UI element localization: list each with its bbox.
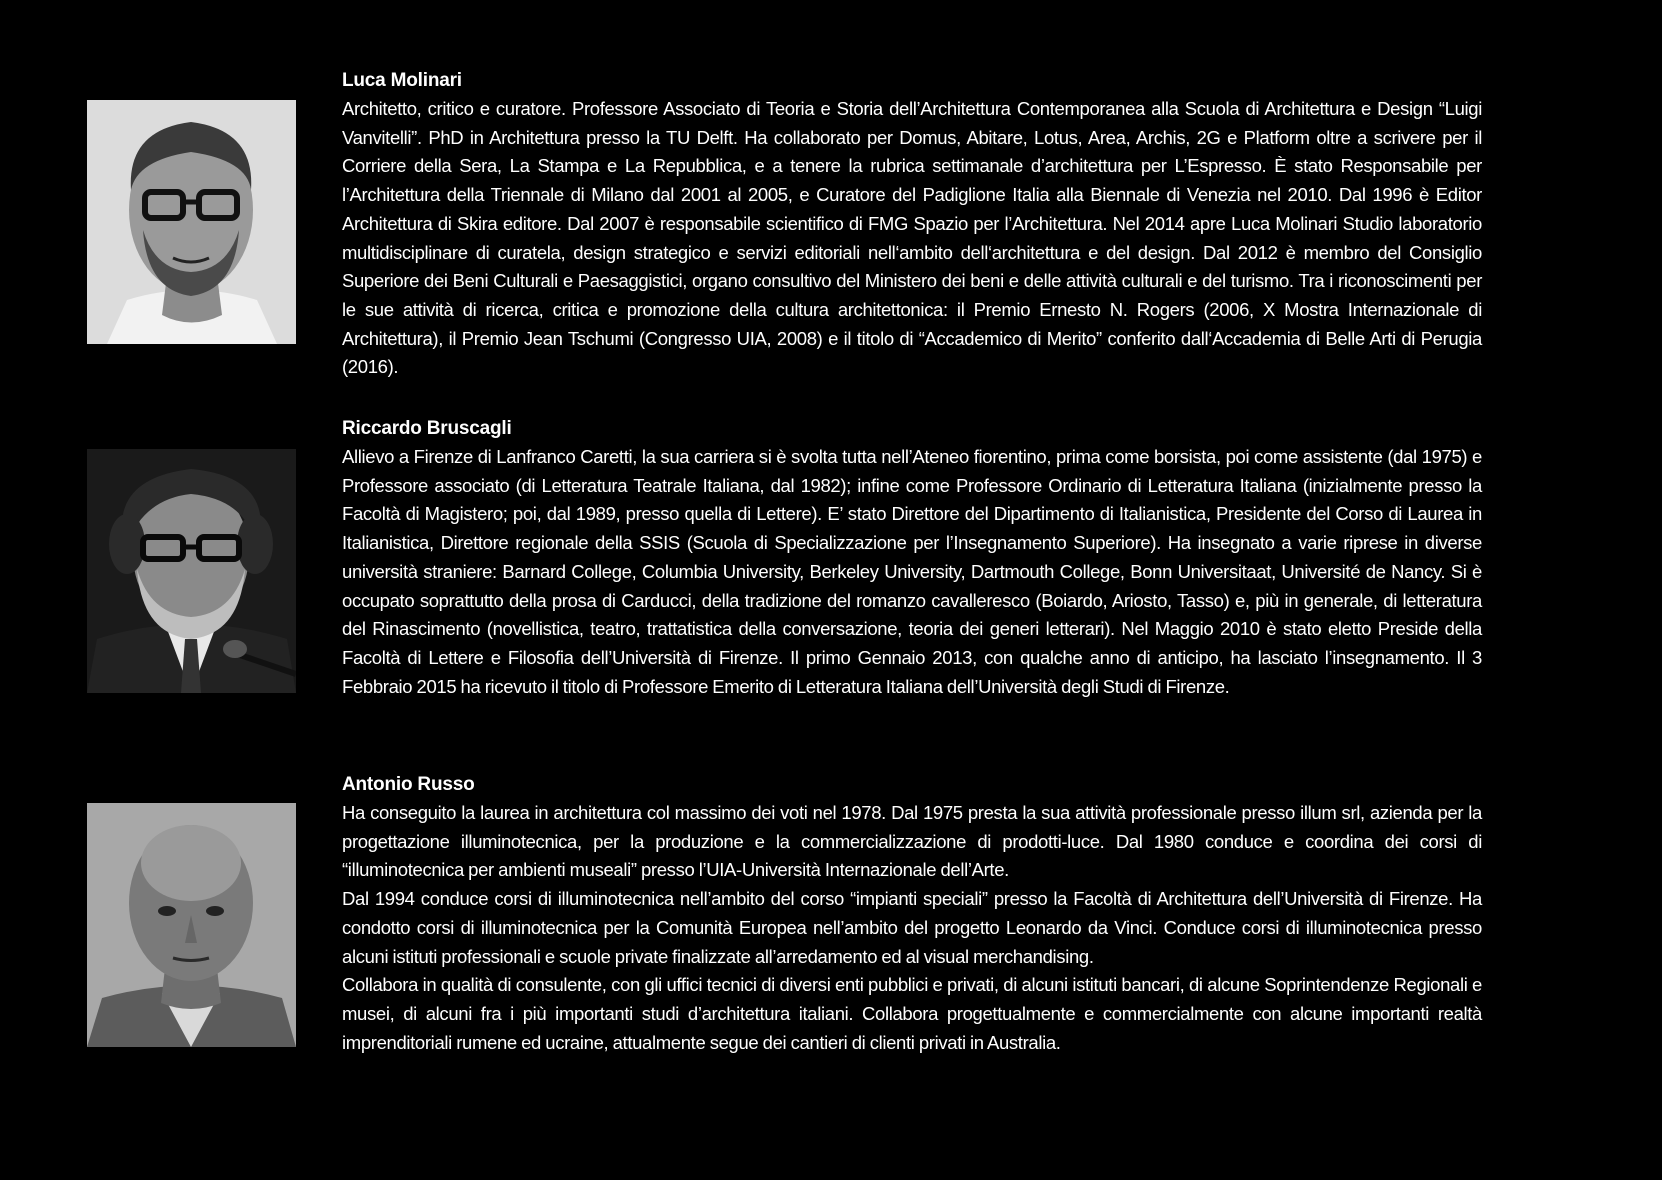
bio-paragraph: Architetto, critico e curatore. Professore Associato di Teoria e Storia dell’Architettura Contemporanea alla Scuola di Architettura e Design “Luigi Vanvitelli”. PhD in Architettura presso la TU Delft. Ha collaborato per Domus, Abitare, Lotus, Area, Archis, 2G e Platform oltre a scrivere per il Corriere della Sera, La Stampa e La Repubblica, e a tenere la rubrica settimanale d’architettura per L’Espresso. È stato Responsabile per l’Architettura della Triennale di Milano dal 2001 al 2005, e Curatore del Padiglione Italia alla Biennale di Venezia nel 2010. Dal 1996 è Editor Architettura di Skira editore. Dal 2007 è responsabile scientifico di FMG Spazio per l’Architettura. Nel 2014 apre Luca Molinari Studio laboratorio multidisciplinare di curatela, design strategico e servizi editoriali nell‘ambito dell‘architettura e del design. Dal 2012 è membro del Consiglio Superiore dei Beni Culturali e Paesaggistici, organo consultivo del Ministero dei beni e delle attività culturali e del turismo. Tra i riconoscimenti per le sue attività di ricerca, critica e promozione della cultura architettonica: il Premio Ernesto N. Rogers (2006, X Mostra Internazionale di Architettura), il Premio Jean Tschumi (Congresso UIA, 2008) e il titolo di “Accademico di Merito” conferito dall‘Accademia di Belle Arti di Perugia (2016).: [342, 98, 1482, 378]
portrait-photo-riccardo-bruscagli: [87, 449, 296, 693]
bio-paragraph: Ha conseguito la laurea in architettura col massimo dei voti nel 1978. Dal 1975 presta la sua attività professionale presso illum srl, azienda per la progettazione illuminotecnica, per la produzione e la commercializzazione di prodotti-luce. Dal 1980 conduce e coordina dei corsi di “illuminotecnica per ambienti museali” presso l’UIA-Università Internazionale dell’Arte.: [342, 802, 1482, 881]
person-name: Antonio Russo: [342, 774, 475, 795]
bio-text-luca-molinari: [342, 66, 1482, 382]
person-name: Luca Molinari: [342, 70, 462, 91]
portrait-photo-antonio-russo: [87, 803, 296, 1047]
person-name: Riccardo Bruscagli: [342, 418, 512, 439]
bio-paragraph: Allievo a Firenze di Lanfranco Caretti, la sua carriera si è svolta tutta nell’Ateneo fiorentino, prima come borsista, poi come assistente (dal 1975) e Professore associato (di Letteratura Teatrale Italiana, dal 1982); infine come Professore Ordinario di Letteratura Italiana (inizialmente presso la Facoltà di Magistero; poi, dal 1989, presso quella di Lettere). E’ stato Direttore del Dipartimento di Italianistica, Presidente del Corso di Laurea in Italianistica, Direttore regionale della SSIS (Scuola di Specializzazione per l’Insegnamento Superiore). Ha insegnato a varie riprese in diverse università straniere: Barnard College, Columbia University, Berkeley University, Dartmouth College, Bonn Universitaat, Université de Nancy. Si è occupato soprattutto della prosa di Carducci, della tradizione del romanzo cavalleresco (Boiardo, Ariosto, Tasso) e, più in generale, di letteratura del Rinascimento (novellistica, teatro, trattatistica della conversazione, teoria dei generi letterari). Nel Maggio 2010 è stato eletto Preside della Facoltà di Lettere e Filosofia dell’Università di Firenze. Il primo Gennaio 2013, con qualche anno di anticipo, ha lasciato l’insegnamento. Il 3 Febbraio 2015 ha ricevuto il titolo di Professore Emerito di Letteratura Italiana dell’Università degli Studi di Firenze.: [342, 446, 1482, 697]
portrait-photo-luca-molinari: [87, 100, 296, 344]
bio-paragraph: Dal 1994 conduce corsi di illuminotecnica nell’ambito del corso “impianti speciali” presso la Facoltà di Architettura dell’Università di Firenze. Ha condotto corsi di illuminotecnica per la Comunità Europea nell’ambito del progetto Leonardo da Vinci. Conduce corsi di illuminotecnica presso alcuni istituti professionali e scuole private finalizzate all’arredamento ed al visual merchandising.: [342, 888, 1482, 967]
bio-paragraph: Collabora in qualità di consulente, con gli uffici tecnici di diversi enti pubblici e privati, di alcuni istituti bancari, di alcune Soprintendenze Regionali e musei, di alcuni fra i più importanti studi d’architettura italiani. Collabora progettualmente e commercialmente con alcune importanti realtà imprenditoriali rumene ed ucraine, attualmente segue dei cantieri di clienti privati in Australia.: [342, 974, 1482, 1053]
bio-text-antonio-russo: [342, 770, 1482, 1057]
bio-text-riccardo-bruscagli: [342, 414, 1482, 701]
